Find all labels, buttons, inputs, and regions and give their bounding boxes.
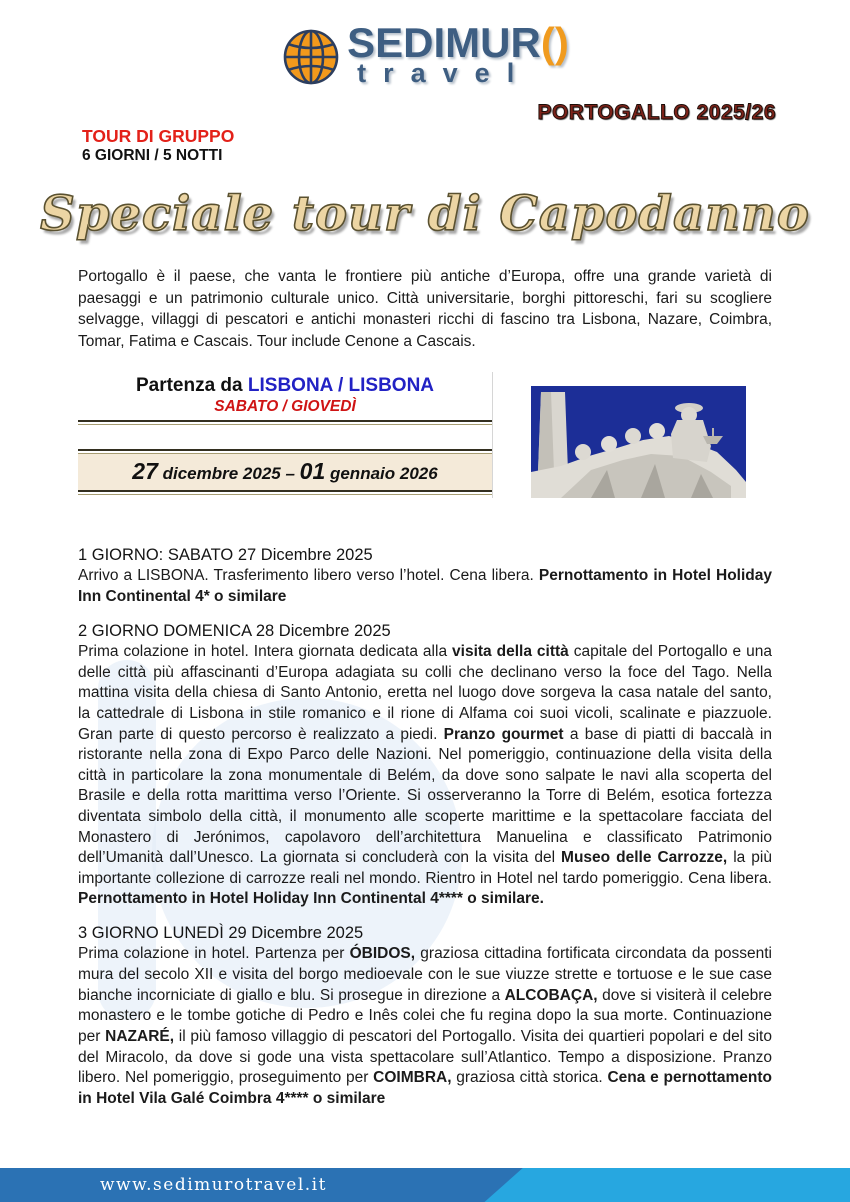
intro-paragraph: Portogallo è il paese, che vanta le frontiere più antiche d’Europa, offre una grande varietà di paesaggi e un patrimonio culturale unico. Città universitarie, borghi pittoreschi, fari su scogliere selvagge, villaggi di pescatori e antichi monasteri ricchi di fascino tra Lisbona, Nazare, Coimbra, Tomar, Fatima e Cascais. Tour include Cenone a Cascais. xyxy=(78,268,772,351)
day-2-text: Prima colazione in hotel. Intera giornata dedicata alla visita della città capitale del Portogallo e una delle città più affascinanti d’Europa adagiata su colli che declinano verso la foce del Tago. Nella mattina visita della chiesa di Santo Antonio, eretta nel luogo dove sorgeva la casa natale del santo, la cattedrale di Lisbona in stile romanico e il rione di Alfama coi suoi vicoli, scalinate e piazzuole. Gran parte di questo percorso è realizzato a piedi. Pranzo gourmet a base di piatti di baccalà in ristorante nella zona di Expo Parco delle Nazioni. Nel pomeriggio, continuazione della visita della città in particolare la zona monumentale di Belém, da dove sono salpate le navi alla scoperta del Brasile e della rotta marittima verso l’Oriente. Si osserveranno la Torre di Belém, esotica fortezza diventata simbolo della città, il monumento alle scoperte marittime e la spettacolare facciata del Monastero di Jerónimos, capolavoro dell’architettura Manuelina e classificato Patrimonio dell’Umanità dall’Unesco. La giornata si concluderà con la visita del Museo delle Carrozze, la più importante collezione di carrozze reali nel mondo. Rientro in Hotel nel tardo pomeriggio. Cena libera. Pernottamento in Hotel Holiday Inn Continental 4**** o similare. xyxy=(78,643,772,908)
departure-dates-row xyxy=(78,454,492,490)
footer-bar xyxy=(0,1168,850,1202)
departure-route: LISBONA / LISBONA xyxy=(247,375,435,396)
globe-icon xyxy=(281,26,343,88)
itinerary-day-1 xyxy=(78,545,772,608)
day-3-heading: 3 GIORNO LUNEDÌ 29 Dicembre 2025 xyxy=(78,924,364,943)
empty-row xyxy=(78,425,492,449)
itinerary-section xyxy=(78,545,772,1109)
day-2-heading: 2 GIORNO DOMENICA 28 Dicembre 2025 xyxy=(78,621,391,640)
date-to-number: 01 xyxy=(299,458,326,484)
itinerary-day-3 xyxy=(78,923,772,1109)
day-1-text: Arrivo a LISBONA. Trasferimento libero verso l’hotel. Cena libera. Pernottamento in Hotel Holiday Inn Continental 4* o similare xyxy=(78,567,772,606)
page-title: Speciale tour di Capodanno xyxy=(40,186,810,242)
monument-photo xyxy=(531,386,746,498)
day-1-heading: 1 GIORNO: SABATO 27 Dicembre 2025 xyxy=(78,546,373,564)
departure-days: SABATO / GIOVEDÌ xyxy=(214,398,356,415)
season-title: PORTOGALLO 2025/26 xyxy=(537,101,776,124)
date-from-number: 27 xyxy=(132,458,158,484)
footer-url[interactable]: www.sedimurotravel.it xyxy=(100,1175,327,1195)
tour-duration-label: 6 GIORNI / 5 NOTTI xyxy=(82,147,223,164)
divider-line xyxy=(78,490,492,495)
departure-header xyxy=(78,372,492,420)
date-from-text: dicembre 2025 – xyxy=(157,464,300,483)
date-to-text: gennaio 2026 xyxy=(325,464,438,483)
tour-type-label: TOUR DI GRUPPO xyxy=(82,126,235,146)
itinerary-day-2 xyxy=(78,621,772,910)
brand-name: SEDIMUR xyxy=(347,19,541,66)
brand-paren-mark: () xyxy=(540,19,569,66)
day-3-text: Prima colazione in hotel. Partenza per ÓBIDOS, graziosa cittadina fortificata circondata da possenti mura del secolo XII e visita del borgo medioevale con le sue viuzze strette e tortuose e le sue case bianche incorniciate di giallo e blu. Si prosegue in direzione a ALCOBAÇA, dove si visiterà il celebre monastero e le tombe gotiche di Pedro e Inês colei che fu regina dopo la sua morte. Continuazione per NAZARÉ, il più famoso villaggio di pescatori del Portogallo. Visita dei quartieri popolari e del sito del Miracolo, da dove si gode una vista spettacolare sull’Atlantico. Tempo a disposizione. Pranzo libero. Nel pomeriggio, proseguimento per COIMBRA, graziosa città storica. Cena e pernottamento in Hotel Vila Galé Coimbra 4**** o similare xyxy=(78,945,773,1107)
departure-section xyxy=(78,372,772,498)
departure-table xyxy=(78,372,493,498)
departure-label: Partenza da xyxy=(135,375,248,396)
brand-logo xyxy=(0,19,850,88)
brand-subtitle: travel xyxy=(357,58,532,88)
brand-text xyxy=(347,19,569,88)
